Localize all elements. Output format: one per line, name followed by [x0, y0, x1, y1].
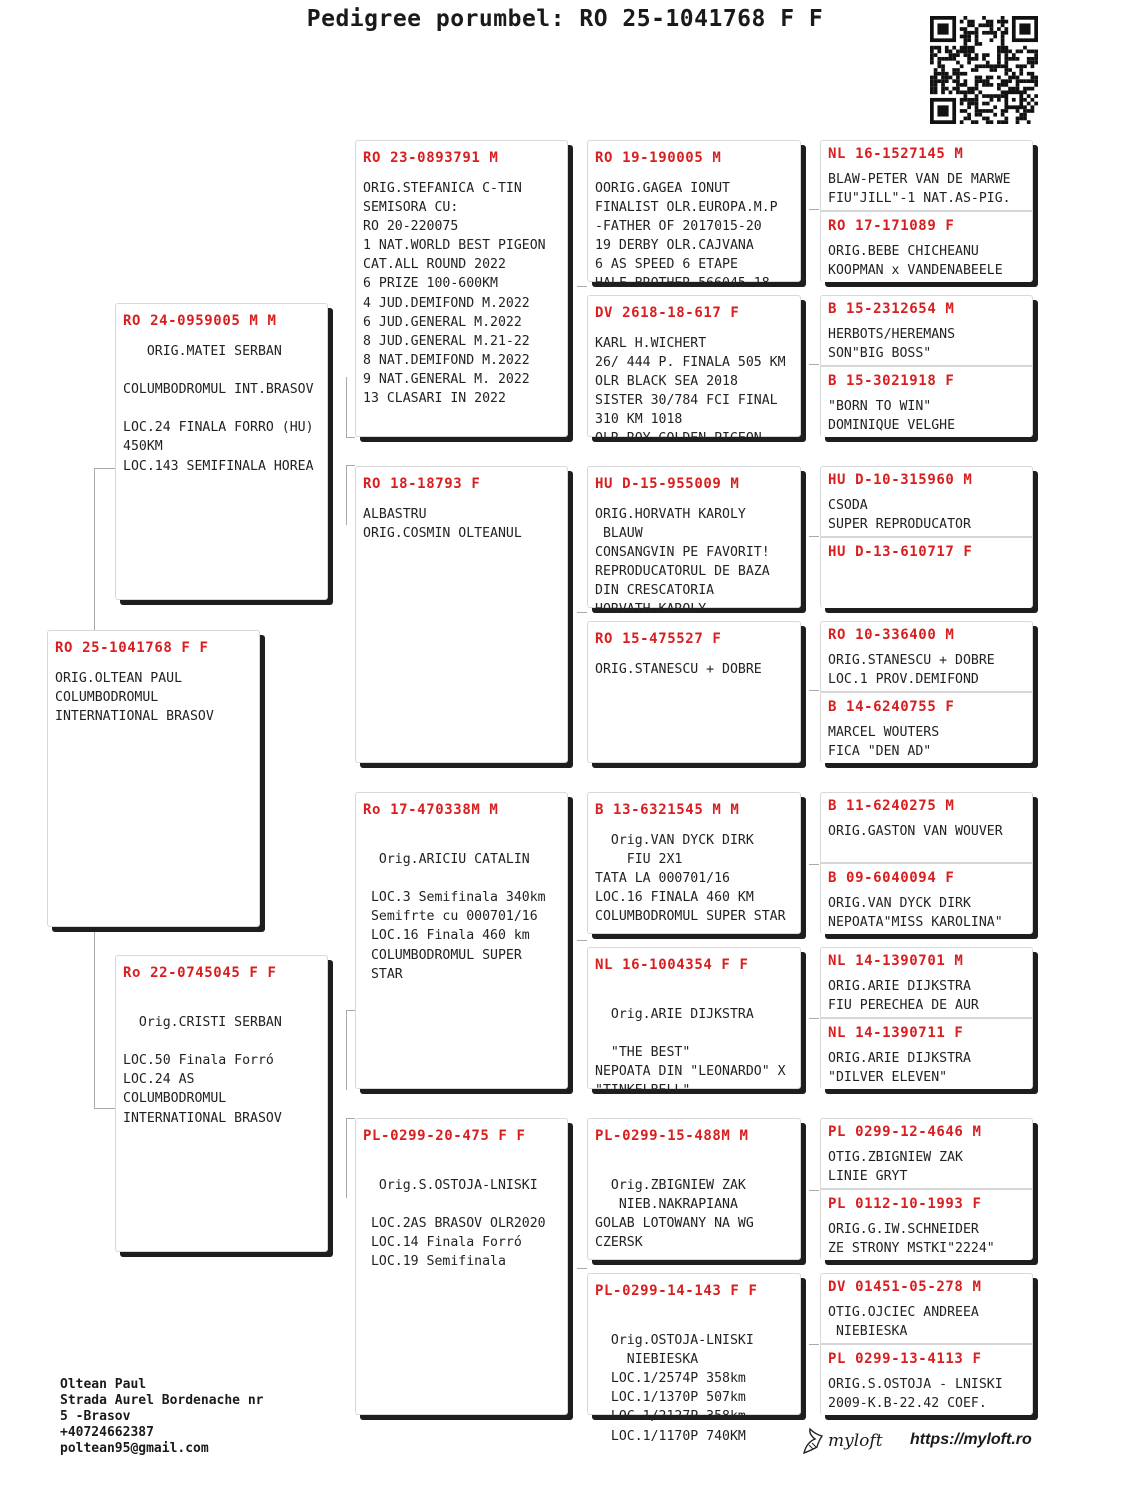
ring-number: DV 2618-18-617 F	[595, 305, 740, 321]
pigeon-card-sire[interactable]	[115, 303, 328, 600]
ring-number[interactable]: B 15-3021918 F	[828, 373, 955, 389]
divider	[821, 691, 1032, 693]
pigeon-card-ggp-3[interactable]	[587, 466, 801, 618]
ring-number: HU D-15-955009 M	[595, 476, 740, 492]
pigeon-info: ORIG.STEFANICA C-TIN SEMISORA CU: RO 20-220075 1 NAT.WORLD BEST PIGEON CAT.ALL ROUND 2022 6 PRIZE 100-600KM 4 JUD.DEMIFOND M.2022 6 JUD.GENERAL M.2022 8 JUD.GENERAL M.21-22 8 NAT.DEMIFOND M.2022 9 NAT.GENERAL M. 2022 13 CLASARI IN 2022	[363, 181, 546, 407]
pigeon-info: ORIG.G.IW.SCHNEIDER ZE STRONY MSTKI"2224"	[828, 1222, 995, 1257]
pigeon-info: OTIG.ZBIGNIEW ZAK LINIE GRYT	[828, 1150, 963, 1185]
pigeon-info: BLAW-PETER VAN DE MARWE FIU"JILL"-1 NAT.AS-PIG.	[828, 172, 1011, 207]
ring-number: PL-0299-14-143 F F	[595, 1283, 758, 1299]
pigeon-info: ORIG.STANESCU + DOBRE	[595, 662, 762, 677]
pigeon-card-gp-1[interactable]	[355, 140, 568, 437]
ring-number[interactable]: B 11-6240275 M	[828, 798, 955, 814]
pigeon-card-gp-2[interactable]	[355, 466, 568, 763]
pigeon-info: ORIG.S.OSTOJA - LNISKI 2009-K.B-22.42 COEF.	[828, 1377, 1003, 1412]
ring-number: RO 24-0959005 M M	[123, 313, 277, 329]
pigeon-pair-card-8	[820, 1273, 1033, 1415]
pigeon-info: ORIG.ARIE DIJKSTRA FIU PERECHEA DE AUR	[828, 979, 979, 1014]
pigeon-card-ggp-1[interactable]	[587, 140, 801, 292]
pigeon-info: ALBASTRU ORIG.COSMIN OLTEANUL	[363, 507, 522, 542]
ring-number: RO 18-18793 F	[363, 476, 481, 492]
pigeon-info: Orig.ARICIU CATALIN LOC.3 Semifinala 340km Semifrte cu 000701/16 LOC.16 Finala 460 km COLUMBODROMUL SUPER STAR	[370, 852, 546, 982]
pigeon-card-ggp-7[interactable]	[587, 1118, 801, 1260]
pigeon-pair-card-5	[820, 792, 1033, 934]
pigeon-card-ggp-2[interactable]	[587, 295, 801, 447]
pigeon-info: ORIG.GASTON VAN WOUVER	[828, 824, 1003, 839]
pigeon-info: CSODA SUPER REPRODUCATOR	[828, 498, 971, 533]
pigeon-pair-card-3	[820, 466, 1033, 608]
divider	[821, 1343, 1032, 1345]
ring-number[interactable]: DV 01451-05-278 M	[828, 1279, 982, 1295]
divider	[821, 210, 1032, 212]
pigeon-card-gp-3[interactable]	[355, 792, 568, 1089]
page-title: Pedigree porumbel: RO 25-1041768 F F	[306, 6, 824, 32]
ring-number[interactable]: HU D-13-610717 F	[828, 544, 973, 560]
pigeon-info: ORIG.STANESCU + DOBRE LOC.1 PROV.DEMIFOND	[828, 653, 995, 688]
pigeon-info: KARL H.WICHERT 26/ 444 P. FINALA 505 KM OLR BLACK SEA 2018 SISTER 30/784 FCI FINAL 310 KM 1018 OLR ROY GOLDEN PIGEON	[595, 336, 786, 447]
divider	[821, 536, 1032, 538]
pigeon-card-ggp-6[interactable]	[587, 947, 801, 1099]
pigeon-pair-card-1	[820, 140, 1033, 282]
pigeon-card-ggp-8[interactable]	[587, 1273, 801, 1444]
ring-number: B 13-6321545 M M	[595, 802, 740, 818]
pigeon-card-ggp-4[interactable]	[587, 621, 801, 763]
pigeon-card-dam[interactable]	[115, 955, 328, 1252]
ring-number: PL-0299-20-475 F F	[363, 1128, 526, 1144]
pigeon-info: ORIG.HORVATH KAROLY BLAUW CONSANGVIN PE FAVORIT! REPRODUCATORUL DE BAZA DIN CRESCATORIA HORVATH KAROLY	[595, 507, 770, 618]
brand-url-link[interactable]: https://myloft.ro	[910, 1431, 1032, 1448]
pigeon-info: HERBOTS/HEREMANS SON"BIG BOSS"	[828, 327, 956, 362]
pigeon-info: ORIG.VAN DYCK DIRK NEPOATA"MISS KAROLINA"	[828, 896, 1003, 931]
ring-number: NL 16-1004354 F F	[595, 957, 749, 973]
ring-number: RO 23-0893791 M	[363, 150, 499, 166]
owner-contact: Oltean Paul Strada Aurel Bordenache nr 5 -Brasov +40724662387 poltean95@gmail.com	[60, 1377, 264, 1456]
ring-number: RO 15-475527 F	[595, 631, 722, 647]
ring-number[interactable]: RO 10-336400 M	[828, 627, 955, 643]
pigeon-info: OORIG.GAGEA IONUT FINALIST OLR.EUROPA.M.P -FATHER OF 2017015-20 19 DERBY OLR.CAJVANA 6 AS SPEED 6 ETAPE HALF BROTHER 566045-18	[595, 181, 778, 292]
pigeon-card-ggp-5[interactable]	[587, 792, 801, 934]
pigeon-info: "BORN TO WIN" DOMINIQUE VELGHE	[828, 399, 956, 434]
qr-code	[930, 16, 1038, 124]
ring-number[interactable]: PL 0112-10-1993 F	[828, 1196, 982, 1212]
ring-number: RO 25-1041768 F F	[55, 640, 209, 656]
pigeon-card-gp-4[interactable]	[355, 1118, 568, 1415]
pigeon-info: Orig.CRISTI SERBAN LOC.50 Finala Forró LOC.24 AS COLUMBODROMUL INTERNATIONAL BRASOV	[123, 1015, 282, 1126]
pigeon-card-root[interactable]	[47, 630, 260, 927]
pigeon-info: MARCEL WOUTERS FICA "DEN AD"	[828, 725, 940, 760]
ring-number: PL-0299-15-488M M	[595, 1128, 749, 1144]
pigeon-logo-icon	[800, 1427, 826, 1457]
ring-number[interactable]: PL 0299-12-4646 M	[828, 1124, 982, 1140]
pigeon-info: ORIG.ARIE DIJKSTRA "DILVER ELEVEN"	[828, 1051, 971, 1086]
ring-number[interactable]: NL 16-1527145 M	[828, 146, 964, 162]
pigeon-info: Orig.ZBIGNIEW ZAK NIEB.NAKRAPIANA GOLAB LOTOWANY NA WG CZERSK	[595, 1178, 754, 1251]
ring-number[interactable]: PL 0299-13-4113 F	[828, 1351, 982, 1367]
pigeon-info: Orig.OSTOJA-LNISKI NIEBIESKA LOC.1/2574P 358km LOC.1/1370P 507km LOC.1/2127P 358km LOC.1/1170P 740KM	[610, 1333, 754, 1444]
divider	[821, 365, 1032, 367]
divider	[821, 1017, 1032, 1019]
ring-number[interactable]: B 14-6240755 F	[828, 699, 955, 715]
brand-name: myloft	[828, 1431, 883, 1451]
ring-number[interactable]: NL 14-1390701 M	[828, 953, 964, 969]
brand-logo[interactable]	[800, 1427, 1050, 1461]
pigeon-pair-card-4	[820, 621, 1033, 763]
ring-number: Ro 17-470338M M	[363, 802, 499, 818]
pigeon-pair-card-6	[820, 947, 1033, 1089]
pigeon-pair-card-7	[820, 1118, 1033, 1260]
ring-number: Ro 22-0745045 F F	[123, 965, 277, 981]
ring-number: RO 19-190005 M	[595, 150, 722, 166]
ring-number[interactable]: B 15-2312654 M	[828, 301, 955, 317]
ring-number[interactable]: RO 17-171089 F	[828, 218, 955, 234]
pigeon-info: OTIG.OJCIEC ANDREEA NIEBIESKA	[828, 1305, 979, 1340]
divider	[821, 862, 1032, 864]
ring-number[interactable]: HU D-10-315960 M	[828, 472, 973, 488]
pigeon-info: Orig.VAN DYCK DIRK FIU 2X1 TATA LA 000701/16 LOC.16 FINALA 460 KM COLUMBODROMUL SUPER STAR	[595, 833, 786, 925]
divider	[821, 1188, 1032, 1190]
pigeon-info: Orig.ARIE DIJKSTRA "THE BEST" NEPOATA DIN "LEONARDO" X "TINKELBELL"	[595, 1007, 786, 1099]
pigeon-info: Orig.S.OSTOJA-LNISKI LOC.2AS BRASOV OLR2020 LOC.14 Finala Forró LOC.19 Semifinala	[370, 1178, 546, 1270]
pigeon-info: ORIG.MATEI SERBAN COLUMBODROMUL INT.BRASOV LOC.24 FINALA FORRO (HU) 450KM LOC.143 SEMIFINALA HOREA	[123, 344, 314, 474]
pigeon-info: ORIG.BEBE CHICHEANU KOOPMAN x VANDENABEELE	[828, 244, 1003, 279]
ring-number[interactable]: NL 14-1390711 F	[828, 1025, 964, 1041]
pigeon-pair-card-2	[820, 295, 1033, 437]
ring-number[interactable]: B 09-6040094 F	[828, 870, 955, 886]
pigeon-info: ORIG.OLTEAN PAUL COLUMBODROMUL INTERNATIONAL BRASOV	[55, 671, 214, 725]
